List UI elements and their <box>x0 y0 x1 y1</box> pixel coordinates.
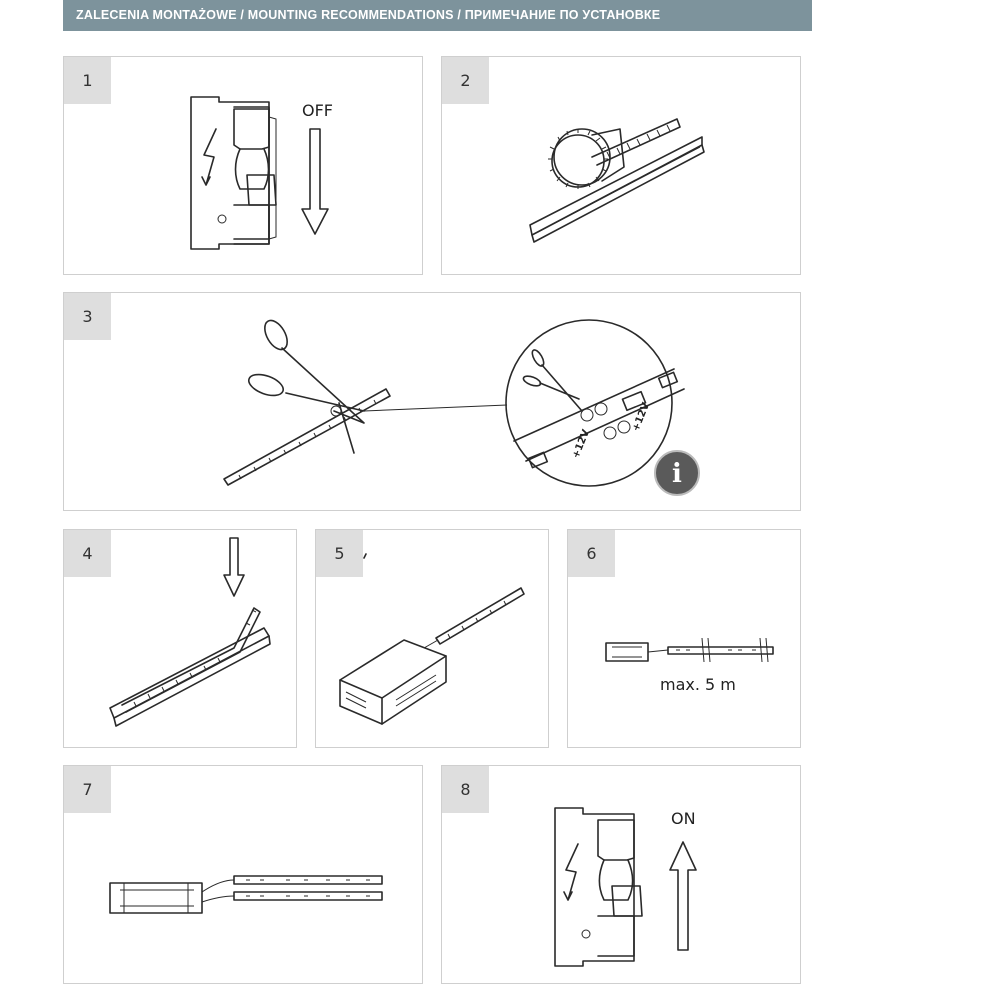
on-label: ON <box>671 809 696 828</box>
step-5-panel <box>315 529 549 748</box>
step-number: 8 <box>442 766 489 813</box>
step-8-panel <box>441 765 801 984</box>
pad-label-2: +12V <box>630 401 653 434</box>
tape-measure-icon <box>442 57 801 275</box>
step-number: 7 <box>64 766 111 813</box>
info-glyph: i <box>672 459 682 489</box>
step-1-panel <box>63 56 423 275</box>
pad-label-1: +12V <box>570 428 593 461</box>
off-label: OFF <box>302 101 333 120</box>
step-3-panel <box>63 292 801 511</box>
scissors-cut-icon <box>64 293 801 511</box>
power-supply-icon <box>316 530 549 748</box>
step-number: 3 <box>64 293 111 340</box>
step-6-panel <box>567 529 801 748</box>
step-number: 2 <box>442 57 489 104</box>
step-number: 1 <box>64 57 111 104</box>
switch-off-icon <box>64 57 423 275</box>
step-7-panel <box>63 765 423 984</box>
max-length-icon <box>568 530 801 748</box>
step-number: 4 <box>64 530 111 577</box>
switch-on-icon <box>442 766 801 984</box>
insert-strip-icon <box>64 530 297 748</box>
page-header: ZALECENIA MONTAŻOWE / MOUNTING RECOMMENDATIONS / ПРИМЕЧАНИЕ ПО УСТАНОВКЕ <box>63 0 812 31</box>
step-number: 6 <box>568 530 615 577</box>
step-2-panel <box>441 56 801 275</box>
step-number: 5 <box>316 530 363 577</box>
step-4-panel <box>63 529 297 748</box>
max-length-label: max. 5 m <box>660 675 736 694</box>
parallel-connection-icon <box>64 766 423 984</box>
